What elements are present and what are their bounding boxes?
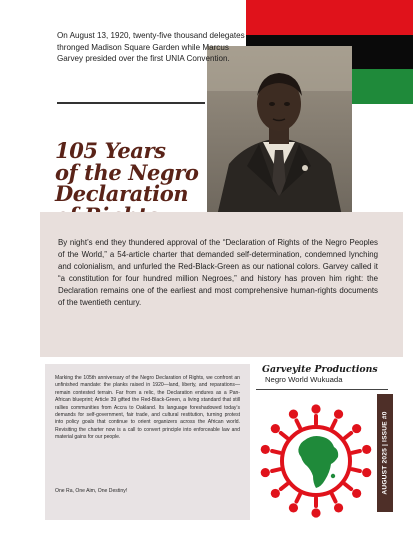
figure-head-icon [311,508,320,517]
title-line: Declaration [55,181,189,206]
intro-paragraph: On August 13, 1920, twenty-five thousand delegates thronged Madison Square Garden while Marcus Garvey presided over the first UNIA Convention. [57,31,245,64]
title-line: 105 Years [55,138,166,163]
figure-body-icon [332,420,335,427]
anniversary-box [45,364,250,520]
brand-name: Garveyite Productions [262,364,378,375]
figure-head-icon [352,424,361,433]
title-line: of the Negro [55,159,199,185]
figure-head-icon [271,489,280,498]
figure-body-icon [352,451,360,453]
declaration-paragraph: By night’s end they thundered approval of the “Declaration of Rights of the Negro Peoples of the World,” a 54-article charter that demanded self-determination, condemned lynching and colonialism, and unfurled the Red-Black-Green as our national colors. Garvey called it “a constitution for four hundred million Negroes,” and history has proven him right: the Declaration remains one of the earliest and most comprehensive human-rights documents of the twentieth century. [58,238,378,307]
flag-band-red [246,0,413,35]
figure-body-icon [332,494,335,501]
figure-body-icon [296,494,299,501]
anniversary-paragraph: Marking the 105th anniversary of the Negro Declaration of Rights, we confront an unfinished mandate: the planks raised in 1920—land, liberty, and reparations—remain contested terrain. Far from a relic, the Declaration endures as a Pan-African blueprint; Article 39 gifted the Red-Black-Green, a living standard that still rallies communities from Accra to Oakland. Its language foreshadowed today’s demands for self-government, fair trade, and cultural restitution, turning protest into policy goals that continue to orient organizers across the African world. Revisiting the charter now is a call to convert principle into enforceable law and material gains for our people. [55,375,240,441]
declaration-box [40,212,403,357]
anniversary-closing: One Ra, One Aim, One Destiny! [55,488,128,494]
brand-subtitle: Negro World Wukuada [265,375,343,384]
figure-head-icon [352,489,361,498]
figure-head-icon [334,410,343,419]
brand-divider [256,389,388,390]
figure-body-icon [281,484,287,489]
figure-head-icon [362,445,371,454]
figure-head-icon [261,468,270,477]
figure-body-icon [352,469,360,471]
figure-body-icon [272,451,280,453]
figure-body-icon [345,433,351,438]
figure-body-icon [345,484,351,489]
figure-body-icon [296,420,299,427]
figure-head-icon [334,503,343,512]
figure-head-icon [311,404,320,413]
figure-body-icon [272,469,280,471]
issue-tag-text: AUGUST 2025 | ISSUE #0 [381,411,389,495]
issue-tag [377,394,393,512]
figure-body-icon [281,433,287,438]
intro-divider [57,102,205,104]
unity-emblem-icon [255,400,377,522]
figure-head-icon [289,410,298,419]
figure-head-icon [271,424,280,433]
figure-head-icon [261,445,270,454]
figure-head-icon [362,468,371,477]
figure-head-icon [289,503,298,512]
